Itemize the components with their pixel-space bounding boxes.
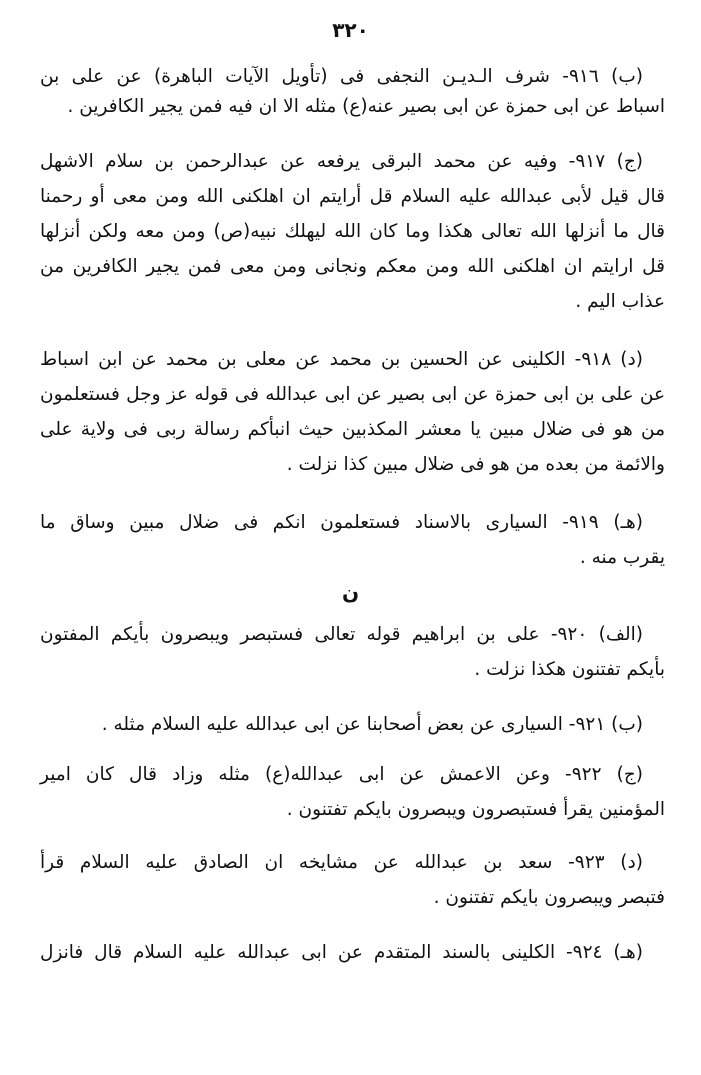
text-line: من هو فى ضلال مبين يا معشر المكذبين حيث انبأكم رسالة ربى فى ولاية على bbox=[40, 419, 665, 440]
text-line: (ج) ٩٢٢- وعن الاعمش عن ابى عبدالله(ع) مثله وزاد قال كان امير bbox=[40, 764, 644, 785]
text-line: (د) ٩١٨- الكلينى عن الحسين بن محمد عن معلى بن محمد عن ابن اسباط bbox=[40, 349, 643, 370]
text-line: فتبصر ويبصرون بايكم تفتنون . bbox=[433, 887, 665, 908]
text-line: بأيكم تفتنون هكذا نزلت . bbox=[474, 659, 665, 680]
text-line: والائمة من بعده من هو فى ضلال مبين كذا نزلت . bbox=[286, 454, 665, 475]
text-line: (هـ) ٩١٩- السيارى بالاسناد فستعلمون انكم فى ضلال مبين وساق ما bbox=[40, 512, 643, 533]
text-line: (الف) ٩٢٠- على بن ابراهيم قوله تعالى فستبصر ويبصرون بأيكم المفتون bbox=[40, 624, 643, 645]
text-line: عن على بن ابى حمزة عن ابى بصير عن ابى عبدالله فى قوله عز وجل فستعلمون bbox=[40, 384, 665, 405]
text-line: (ب) ٩١٦- شرف الـديـن النجفى فى (تأويل الآيات الباهرة) عن على بن bbox=[40, 66, 643, 87]
text-line: (ب) ٩٢١- السيارى عن بعض أصحابنا عن ابى عبدالله عليه السلام مثله . bbox=[101, 714, 643, 735]
text-line: قال ما أنزلها الله تعالى هكذا وما كان الله ليهلك نبيه(ص) ومن معه ولكن أنزلها bbox=[40, 221, 665, 242]
text-line: قل ارايتم ان اهلكنى الله ومن معكم ونجانى ومن معى فمن يجير الكافرين من bbox=[40, 256, 665, 277]
text-line: قال قيل لأبى عبدالله عليه السلام قل أرايتم ان اهلكنى الله ومن معى أو رحمنا bbox=[40, 186, 665, 207]
page-number: ٣٢٠ bbox=[332, 18, 369, 42]
text-line: (هـ) ٩٢٤- الكلينى بالسند المتقدم عن ابى عبدالله عليه السلام قال فانزل bbox=[40, 942, 643, 963]
text-line: (ج) ٩١٧- وفيه عن محمد البرقى يرفعه عن عبدالرحمن بن سلام الاشهل bbox=[40, 151, 643, 172]
text-line: (د) ٩٢٣- سعد بن عبدالله عن مشايخه ان الصادق عليه السلام قرأ bbox=[40, 852, 643, 873]
text-line: المؤمنين يقرأ فستبصرون ويبصرون بايكم تفتنون . bbox=[286, 799, 665, 820]
text-line: يقرب منه . bbox=[579, 547, 665, 568]
section-heading: ن bbox=[341, 580, 360, 604]
text-line: اسباط عن ابى حمزة عن ابى بصير عنه(ع) مثله الا ان فيه فمن يجير الكافرين . bbox=[67, 96, 665, 117]
text-line: عذاب اليم . bbox=[575, 291, 665, 312]
